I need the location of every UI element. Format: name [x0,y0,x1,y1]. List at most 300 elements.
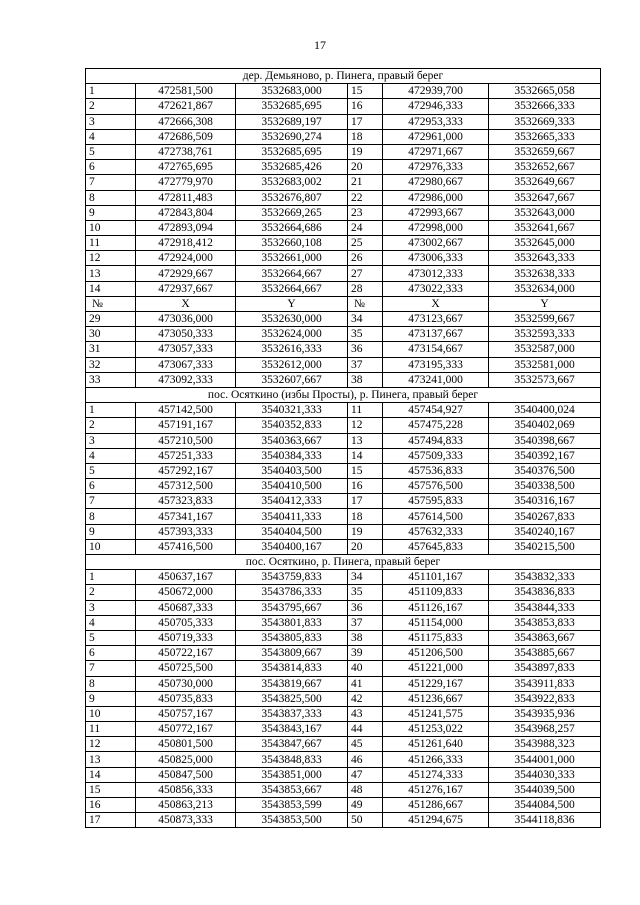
x-coordinate-cell: 450801,500 [136,737,236,752]
y-coordinate-cell: 3543837,333 [236,706,348,721]
y-coordinate-cell: 3543809,667 [236,646,348,661]
x-coordinate-cell: 473241,000 [383,372,489,387]
y-coordinate-cell: 3540400,024 [489,403,601,418]
point-number-cell: 36 [348,342,383,357]
x-coordinate-cell: 451175,833 [383,630,489,645]
x-coordinate-cell: 451229,167 [383,676,489,691]
y-coordinate-cell: 3532581,000 [489,357,601,372]
x-coordinate-cell: 472765,695 [136,160,236,175]
column-header-row [86,296,601,311]
point-number-cell: 11 [86,722,136,737]
point-number-cell: 14 [86,767,136,782]
y-coordinate-cell: 3532573,667 [489,372,601,387]
x-coordinate-cell: 451253,022 [383,722,489,737]
y-coordinate-cell: 3540363,667 [236,433,348,448]
point-number-cell: 12 [348,418,383,433]
point-number-cell: 3 [86,114,136,129]
y-coordinate-cell: 3540338,500 [489,479,601,494]
y-coordinate-cell: 3540412,333 [236,494,348,509]
x-coordinate-cell: 472918,412 [136,236,236,251]
x-coordinate-cell: 457645,833 [383,539,489,554]
table-row [86,479,601,494]
x-coordinate-cell: 457475,228 [383,418,489,433]
x-coordinate-cell: 450873,333 [136,813,236,828]
point-number-cell: 37 [348,357,383,372]
y-coordinate-cell: 3532599,667 [489,312,601,327]
y-coordinate-cell: 3532683,000 [236,84,348,99]
x-coordinate-cell: 450757,167 [136,706,236,721]
x-coordinate-cell: 457576,500 [383,479,489,494]
point-number-cell: 6 [86,479,136,494]
x-coordinate-cell: 473195,333 [383,357,489,372]
table-row [86,524,601,539]
y-coordinate-cell: 3532634,000 [489,281,601,296]
x-coordinate-cell: 451221,000 [383,661,489,676]
y-coordinate-cell: 3540240,167 [489,524,601,539]
point-number-cell: 2 [86,99,136,114]
x-coordinate-cell: 451286,667 [383,798,489,813]
x-coordinate-cell: 450705,333 [136,615,236,630]
column-header-point-number: № [348,296,383,311]
x-coordinate-cell: 457595,833 [383,494,489,509]
point-number-cell: 20 [348,539,383,554]
x-coordinate-cell: 472738,761 [136,144,236,159]
table-row [86,585,601,600]
y-coordinate-cell: 3532665,333 [489,129,601,144]
table-row [86,266,601,281]
table-row [86,615,601,630]
point-number-cell: 9 [86,691,136,706]
table-row [86,722,601,737]
y-coordinate-cell: 3532685,426 [236,160,348,175]
table-row [86,737,601,752]
y-coordinate-cell: 3543805,833 [236,630,348,645]
y-coordinate-cell: 3532683,002 [236,175,348,190]
x-coordinate-cell: 472811,483 [136,190,236,205]
point-number-cell: 19 [348,524,383,539]
point-number-cell: 10 [86,539,136,554]
table-row [86,129,601,144]
point-number-cell: 35 [348,585,383,600]
y-coordinate-cell: 3543897,833 [489,661,601,676]
y-coordinate-cell: 3543801,833 [236,615,348,630]
point-number-cell: 12 [86,737,136,752]
x-coordinate-cell: 472621,867 [136,99,236,114]
y-coordinate-cell: 3543844,333 [489,600,601,615]
y-coordinate-cell: 3532624,000 [236,327,348,342]
point-number-cell: 41 [348,676,383,691]
table-row [86,403,601,418]
y-coordinate-cell: 3540411,333 [236,509,348,524]
point-number-cell: 16 [348,479,383,494]
point-number-cell: 12 [86,251,136,266]
x-coordinate-cell: 451236,667 [383,691,489,706]
x-coordinate-cell: 457494,833 [383,433,489,448]
table-row [86,782,601,797]
x-coordinate-cell: 472937,667 [136,281,236,296]
y-coordinate-cell: 3544001,000 [489,752,601,767]
column-header-x-coordinate: X [383,296,489,311]
y-coordinate-cell: 3532669,333 [489,114,601,129]
point-number-cell: 18 [348,509,383,524]
x-coordinate-cell: 473002,667 [383,236,489,251]
table-row [86,676,601,691]
x-coordinate-cell: 457292,167 [136,463,236,478]
coordinates-table-body [86,69,601,828]
y-coordinate-cell: 3543853,833 [489,615,601,630]
x-coordinate-cell: 457632,333 [383,524,489,539]
x-coordinate-cell: 472929,667 [136,266,236,281]
point-number-cell: 15 [348,84,383,99]
x-coordinate-cell: 450863,213 [136,798,236,813]
point-number-cell: 22 [348,190,383,205]
point-number-cell: 42 [348,691,383,706]
point-number-cell: 32 [86,357,136,372]
point-number-cell: 28 [348,281,383,296]
section-header-row [86,387,601,402]
y-coordinate-cell: 3543885,667 [489,646,601,661]
x-coordinate-cell: 472843,804 [136,205,236,220]
y-coordinate-cell: 3532685,695 [236,144,348,159]
table-row [86,84,601,99]
point-number-cell: 36 [348,600,383,615]
column-header-y-coordinate: Y [489,296,601,311]
x-coordinate-cell: 473036,000 [136,312,236,327]
table-row [86,813,601,828]
x-coordinate-cell: 451274,333 [383,767,489,782]
point-number-cell: 45 [348,737,383,752]
table-row [86,433,601,448]
y-coordinate-cell: 3543863,667 [489,630,601,645]
point-number-cell: 13 [86,266,136,281]
x-coordinate-cell: 473123,667 [383,312,489,327]
table-row [86,509,601,524]
table-row [86,463,601,478]
y-coordinate-cell: 3532665,058 [489,84,601,99]
column-header-point-number: № [86,296,136,311]
x-coordinate-cell: 457509,333 [383,448,489,463]
y-coordinate-cell: 3532649,667 [489,175,601,190]
y-coordinate-cell: 3532616,333 [236,342,348,357]
x-coordinate-cell: 472779,970 [136,175,236,190]
table-row [86,418,601,433]
y-coordinate-cell: 3544039,500 [489,782,601,797]
x-coordinate-cell: 472939,700 [383,84,489,99]
y-coordinate-cell: 3543853,500 [236,813,348,828]
point-number-cell: 49 [348,798,383,813]
point-number-cell: 8 [86,676,136,691]
x-coordinate-cell: 457393,333 [136,524,236,539]
point-number-cell: 19 [348,144,383,159]
y-coordinate-cell: 3532676,807 [236,190,348,205]
table-row [86,236,601,251]
point-number-cell: 23 [348,205,383,220]
point-number-cell: 17 [86,813,136,828]
table-row [86,494,601,509]
point-number-cell: 5 [86,630,136,645]
x-coordinate-cell: 472893,094 [136,220,236,235]
x-coordinate-cell: 451101,167 [383,570,489,585]
y-coordinate-cell: 3532645,000 [489,236,601,251]
y-coordinate-cell: 3532664,667 [236,281,348,296]
point-number-cell: 18 [348,129,383,144]
x-coordinate-cell: 457614,500 [383,509,489,524]
y-coordinate-cell: 3543988,323 [489,737,601,752]
point-number-cell: 40 [348,661,383,676]
y-coordinate-cell: 3532587,000 [489,342,601,357]
point-number-cell: 20 [348,160,383,175]
x-coordinate-cell: 472946,333 [383,99,489,114]
point-number-cell: 5 [86,463,136,478]
y-coordinate-cell: 3532690,274 [236,129,348,144]
x-coordinate-cell: 450825,000 [136,752,236,767]
point-number-cell: 8 [86,190,136,205]
section-header-row [86,555,601,570]
table-row [86,691,601,706]
x-coordinate-cell: 457416,500 [136,539,236,554]
point-number-cell: 5 [86,144,136,159]
point-number-cell: 10 [86,220,136,235]
y-coordinate-cell: 3532607,667 [236,372,348,387]
x-coordinate-cell: 472961,000 [383,129,489,144]
x-coordinate-cell: 451261,640 [383,737,489,752]
x-coordinate-cell: 450687,333 [136,600,236,615]
table-row [86,661,601,676]
point-number-cell: 47 [348,767,383,782]
table-row [86,798,601,813]
point-number-cell: 17 [348,114,383,129]
y-coordinate-cell: 3532612,000 [236,357,348,372]
point-number-cell: 21 [348,175,383,190]
y-coordinate-cell: 3540400,167 [236,539,348,554]
table-row [86,752,601,767]
point-number-cell: 37 [348,615,383,630]
table-row [86,251,601,266]
x-coordinate-cell: 457142,500 [136,403,236,418]
x-coordinate-cell: 473050,333 [136,327,236,342]
point-number-cell: 16 [348,99,383,114]
point-number-cell: 8 [86,509,136,524]
point-number-cell: 14 [348,448,383,463]
point-number-cell: 16 [86,798,136,813]
column-header-y-coordinate: Y [236,296,348,311]
point-number-cell: 30 [86,327,136,342]
y-coordinate-cell: 3543853,667 [236,782,348,797]
y-coordinate-cell: 3532664,686 [236,220,348,235]
x-coordinate-cell: 473154,667 [383,342,489,357]
y-coordinate-cell: 3532661,000 [236,251,348,266]
x-coordinate-cell: 473006,333 [383,251,489,266]
point-number-cell: 6 [86,160,136,175]
y-coordinate-cell: 3543911,833 [489,676,601,691]
y-coordinate-cell: 3532643,333 [489,251,601,266]
x-coordinate-cell: 451206,500 [383,646,489,661]
point-number-cell: 2 [86,585,136,600]
x-coordinate-cell: 473057,333 [136,342,236,357]
table-row [86,205,601,220]
point-number-cell: 15 [348,463,383,478]
y-coordinate-cell: 3532641,667 [489,220,601,235]
x-coordinate-cell: 450719,333 [136,630,236,645]
y-coordinate-cell: 3543851,000 [236,767,348,782]
point-number-cell: 10 [86,706,136,721]
y-coordinate-cell: 3532660,108 [236,236,348,251]
x-coordinate-cell: 472993,667 [383,205,489,220]
x-coordinate-cell: 450847,500 [136,767,236,782]
y-coordinate-cell: 3540316,167 [489,494,601,509]
point-number-cell: 4 [86,448,136,463]
table-row [86,630,601,645]
table-row [86,220,601,235]
point-number-cell: 34 [348,312,383,327]
point-number-cell: 24 [348,220,383,235]
x-coordinate-cell: 472986,000 [383,190,489,205]
y-coordinate-cell: 3540321,333 [236,403,348,418]
y-coordinate-cell: 3544030,333 [489,767,601,782]
table-row [86,539,601,554]
x-coordinate-cell: 451241,575 [383,706,489,721]
x-coordinate-cell: 450772,167 [136,722,236,737]
point-number-cell: 39 [348,646,383,661]
y-coordinate-cell: 3540403,500 [236,463,348,478]
x-coordinate-cell: 450672,000 [136,585,236,600]
point-number-cell: 34 [348,570,383,585]
y-coordinate-cell: 3532689,197 [236,114,348,129]
table-row [86,342,601,357]
y-coordinate-cell: 3543848,833 [236,752,348,767]
y-coordinate-cell: 3532638,333 [489,266,601,281]
point-number-cell: 35 [348,327,383,342]
table-row [86,570,601,585]
x-coordinate-cell: 451294,675 [383,813,489,828]
x-coordinate-cell: 457191,167 [136,418,236,433]
point-number-cell: 50 [348,813,383,828]
y-coordinate-cell: 3540404,500 [236,524,348,539]
point-number-cell: 9 [86,524,136,539]
table-row [86,357,601,372]
x-coordinate-cell: 450722,167 [136,646,236,661]
y-coordinate-cell: 3543832,333 [489,570,601,585]
section-title: пос. Осяткино (избы Просты), р. Пинега, правый берег [86,387,601,402]
x-coordinate-cell: 472998,000 [383,220,489,235]
coordinates-table [85,68,601,828]
y-coordinate-cell: 3540392,167 [489,448,601,463]
y-coordinate-cell: 3532666,333 [489,99,601,114]
point-number-cell: 25 [348,236,383,251]
x-coordinate-cell: 451276,167 [383,782,489,797]
point-number-cell: 7 [86,661,136,676]
x-coordinate-cell: 472581,500 [136,84,236,99]
point-number-cell: 31 [86,342,136,357]
x-coordinate-cell: 473137,667 [383,327,489,342]
y-coordinate-cell: 3543843,167 [236,722,348,737]
table-row [86,190,601,205]
y-coordinate-cell: 3543759,833 [236,570,348,585]
y-coordinate-cell: 3543968,257 [489,722,601,737]
x-coordinate-cell: 472686,509 [136,129,236,144]
table-row [86,372,601,387]
y-coordinate-cell: 3532652,667 [489,160,601,175]
y-coordinate-cell: 3532685,695 [236,99,348,114]
x-coordinate-cell: 472980,667 [383,175,489,190]
point-number-cell: 9 [86,205,136,220]
table-row [86,448,601,463]
table-row [86,312,601,327]
point-number-cell: 1 [86,84,136,99]
y-coordinate-cell: 3543922,833 [489,691,601,706]
point-number-cell: 15 [86,782,136,797]
page-number: 17 [314,38,326,52]
table-row [86,114,601,129]
point-number-cell: 38 [348,630,383,645]
table-row [86,706,601,721]
x-coordinate-cell: 450725,500 [136,661,236,676]
point-number-cell: 6 [86,646,136,661]
table-row [86,327,601,342]
point-number-cell: 38 [348,372,383,387]
point-number-cell: 3 [86,433,136,448]
point-number-cell: 46 [348,752,383,767]
x-coordinate-cell: 451154,000 [383,615,489,630]
point-number-cell: 3 [86,600,136,615]
y-coordinate-cell: 3532647,667 [489,190,601,205]
y-coordinate-cell: 3543853,599 [236,798,348,813]
y-coordinate-cell: 3543814,833 [236,661,348,676]
point-number-cell: 1 [86,403,136,418]
x-coordinate-cell: 457323,833 [136,494,236,509]
x-coordinate-cell: 473067,333 [136,357,236,372]
y-coordinate-cell: 3532659,667 [489,144,601,159]
x-coordinate-cell: 472666,308 [136,114,236,129]
point-number-cell: 11 [348,403,383,418]
x-coordinate-cell: 473092,333 [136,372,236,387]
y-coordinate-cell: 3543847,667 [236,737,348,752]
point-number-cell: 33 [86,372,136,387]
y-coordinate-cell: 3540215,500 [489,539,601,554]
y-coordinate-cell: 3543795,667 [236,600,348,615]
section-header-row [86,69,601,84]
y-coordinate-cell: 3544084,500 [489,798,601,813]
x-coordinate-cell: 450856,333 [136,782,236,797]
y-coordinate-cell: 3543935,936 [489,706,601,721]
section-title: дер. Демьяново, р. Пинега, правый берег [86,69,601,84]
table-row [86,281,601,296]
y-coordinate-cell: 3540376,500 [489,463,601,478]
point-number-cell: 13 [348,433,383,448]
x-coordinate-cell: 450735,833 [136,691,236,706]
x-coordinate-cell: 472971,667 [383,144,489,159]
y-coordinate-cell: 3532593,333 [489,327,601,342]
point-number-cell: 7 [86,175,136,190]
x-coordinate-cell: 451266,333 [383,752,489,767]
y-coordinate-cell: 3540398,667 [489,433,601,448]
table-row [86,99,601,114]
y-coordinate-cell: 3544118,836 [489,813,601,828]
point-number-cell: 2 [86,418,136,433]
x-coordinate-cell: 457210,500 [136,433,236,448]
table-row [86,646,601,661]
y-coordinate-cell: 3532630,000 [236,312,348,327]
x-coordinate-cell: 457251,333 [136,448,236,463]
table-row [86,160,601,175]
table-row [86,175,601,190]
point-number-cell: 43 [348,706,383,721]
y-coordinate-cell: 3540352,833 [236,418,348,433]
point-number-cell: 4 [86,615,136,630]
point-number-cell: 7 [86,494,136,509]
y-coordinate-cell: 3540384,333 [236,448,348,463]
y-coordinate-cell: 3540410,500 [236,479,348,494]
